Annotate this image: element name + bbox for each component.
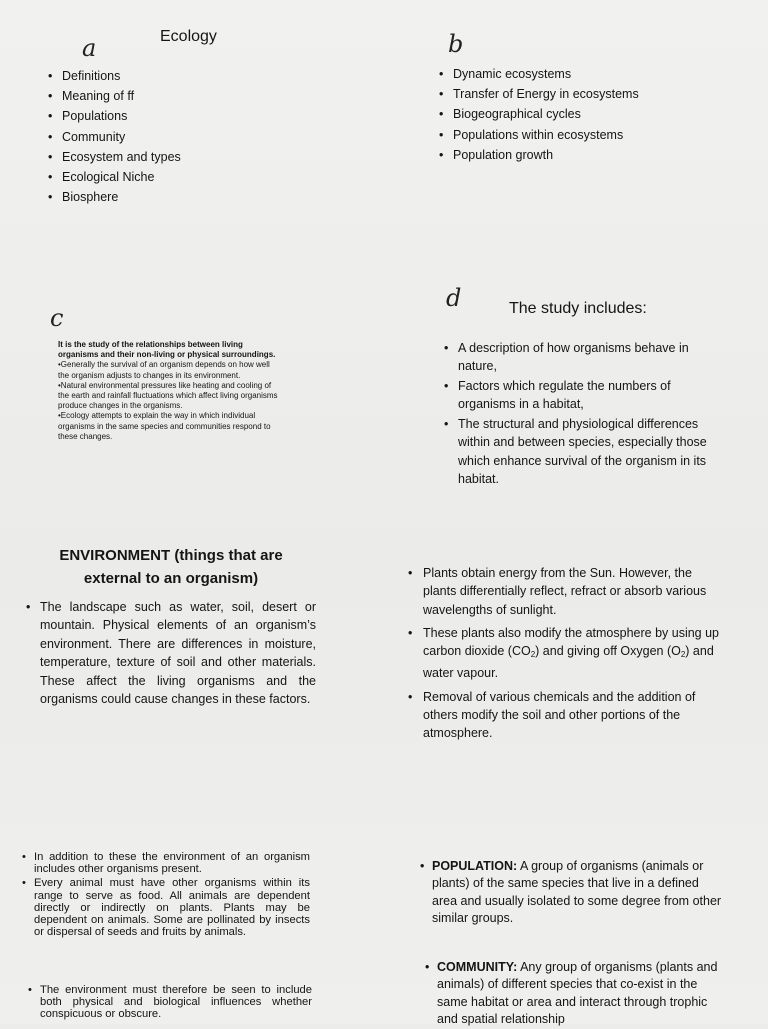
paragraph: •Generally the survival of an organism depends on how well the organism adjusts to changes in its environment. <box>58 360 270 380</box>
addition-list <box>34 851 310 938</box>
list-item: • Factors which regulate the numbers of organisms in a habitat, <box>458 377 728 413</box>
list-item: • The landscape such as water, soil, desert or mountain. Physical elements of an organism’s environment. There are differences in moisture, temperature, texture of soil and other materials. These affect the living organisms and the organisms could cause changes in these factors. <box>40 598 316 708</box>
list-item <box>432 858 722 928</box>
slide-c-text <box>58 340 280 442</box>
definition-text: A group of organisms (animals or plants) of the same species that live in a defined area and usually isolated to some degree from other similar groups. <box>432 859 722 926</box>
slide-a-letter: a <box>82 34 97 62</box>
list-item: • Meaning of ff <box>62 86 282 106</box>
list-item: • Ecological Niche <box>62 167 282 187</box>
list-item: • Populations within ecosystems <box>453 125 713 145</box>
addition-final-list <box>40 984 312 1021</box>
list-item: • Transfer of Energy in ecosystems <box>453 84 713 104</box>
text-part: ) and giving off Oxygen (O <box>535 644 681 659</box>
slide-d-title: The study includes: <box>509 300 647 317</box>
term: COMMUNITY: <box>437 960 518 974</box>
slide-d-letter: d <box>446 284 462 312</box>
paragraph: •Ecology attempts to explain the way in which individual organisms in the same species and communities respond to these changes. <box>58 411 271 441</box>
slide-c-letter: c <box>50 304 64 332</box>
list-item: • The structural and physiological differences within and between species, especially those which enhance survival of the organism in its habitat. <box>458 415 728 487</box>
subscript: 2 <box>680 650 686 660</box>
list-item: • Biosphere <box>62 187 282 207</box>
list-item: • Population growth <box>453 145 713 165</box>
slide-a-title: Ecology <box>160 28 217 45</box>
list-item: • Every animal must have other organisms within its range to serve as food. All animals are dependent directly or indirectly on plants. Plants may be dependent on animals. Some are pollinated by insects or dispersal of seeds and fruits by animals. <box>34 877 310 938</box>
paragraph: •Natural environmental pressures like heating and cooling of the earth and rainfall fluctuations which affect living organisms produce changes in the organisms. <box>58 380 278 411</box>
list-item: • The environment must therefore be seen to include both physical and biological influences whether conspicuous or obscure. <box>40 984 312 1021</box>
plants-list <box>423 564 723 748</box>
list-item <box>423 624 723 683</box>
community-definition <box>437 959 727 1029</box>
list-item: • A description of how organisms behave in nature, <box>458 339 728 375</box>
list-item: • Dynamic ecosystems <box>453 64 713 84</box>
slide-b-letter: b <box>448 30 464 58</box>
list-item: • Populations <box>62 106 282 126</box>
list-item <box>437 959 727 1029</box>
text-part: ) and water vapour. <box>423 644 714 681</box>
list-item: • In addition to these the environment of an organism includes other organisms present. <box>34 851 310 875</box>
definition-text: Any group of organisms (plants and animals) of different species that co-exist in the same habitat or area and interact through trophic and spatial relationship <box>437 960 718 1027</box>
environment-list <box>40 598 316 708</box>
list-item: • Plants obtain energy from the Sun. However, the plants differentially reflect, refract or absorb various wavelengths of sunlight. <box>423 564 723 619</box>
list-item: • Community <box>62 127 282 147</box>
list-item: • Removal of various chemicals and the addition of others modify the soil and other portions of the atmosphere. <box>423 688 723 743</box>
environment-title: ENVIRONMENT (things that are external to an organism) <box>59 547 283 587</box>
text-part: These plants also modify the atmosphere by using up carbon dioxide (CO <box>423 625 720 659</box>
list-item: • Definitions <box>62 66 282 86</box>
subscript: 2 <box>530 650 536 660</box>
list-item: • Ecosystem and types <box>62 147 282 167</box>
definition-paragraph: It is the study of the relationships between living organisms and their non-living or physical surroundings. <box>58 340 276 360</box>
term: POPULATION: <box>432 859 518 873</box>
slide-a-list <box>62 66 282 207</box>
list-item: • Biogeographical cycles <box>453 104 713 124</box>
population-definition <box>432 858 722 928</box>
slide-b-list <box>453 64 713 165</box>
slide-d-list <box>458 339 728 490</box>
